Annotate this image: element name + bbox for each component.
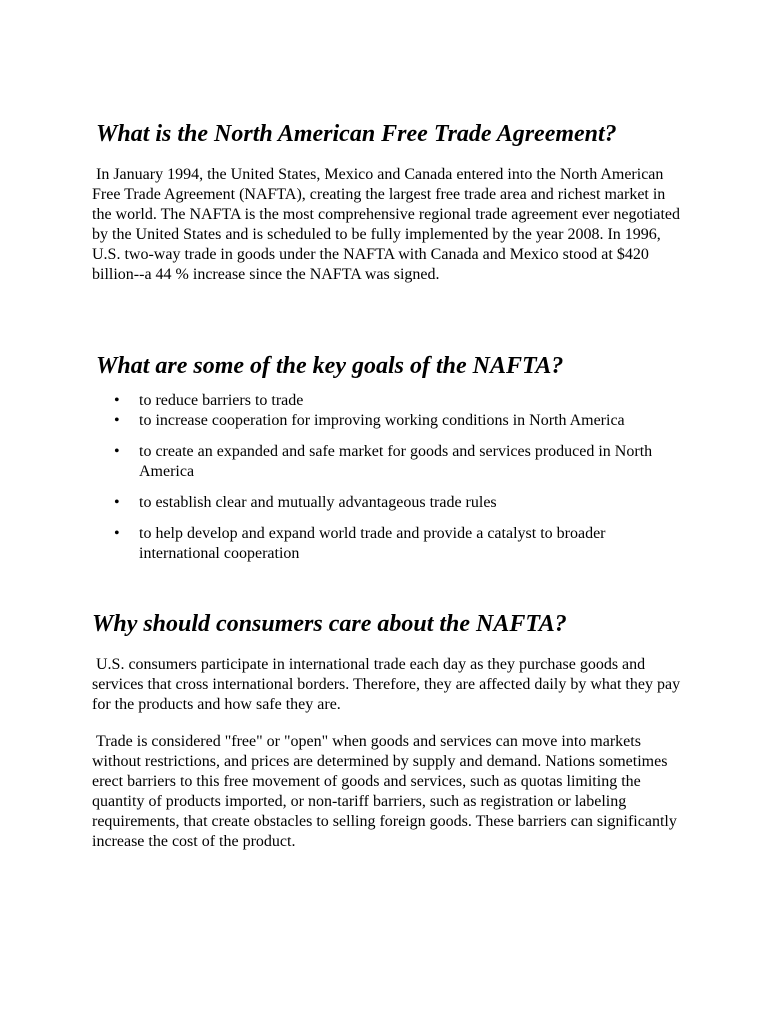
list-item: [92, 391, 684, 411]
bullet-icon: •: [114, 412, 120, 429]
consumers-paragraph: U.S. consumers participate in international trade each day as they purchase goods and services that cross international borders. Therefore, they are affected daily by what they pay for the products and how safe they are.: [92, 656, 681, 713]
goal-text: to establish clear and mutually advantageous trade rules: [139, 494, 497, 511]
goal-text: to reduce barriers to trade: [139, 392, 304, 409]
section-heading-what-is-nafta: What is the North American Free Trade Agreement?: [96, 121, 617, 147]
list-item: [92, 442, 684, 482]
bullet-icon: •: [114, 525, 120, 542]
document-page: [92, 121, 682, 852]
goal-text: to help develop and expand world trade and provide a catalyst to broader international cooperation: [139, 525, 606, 562]
section-heading-consumers: Why should consumers care about the NAFTA?: [92, 611, 567, 637]
bullet-icon: •: [114, 443, 120, 460]
list-item: [92, 524, 684, 564]
free-trade-paragraph: Trade is considered "free" or "open" when goods and services can move into markets without restrictions, and prices are determined by supply and demand. Nations sometimes erect barriers to this free movement of goods and services, such as quotas limiting the quantity of products imported, or non-tariff barriers, such as registration or labeling requirements, that create obstacles to selling foreign goods. These barriers can significantly increase the cost of the product.: [92, 733, 677, 850]
list-item: [92, 411, 684, 431]
goals-list: [92, 391, 682, 564]
section-heading-key-goals: What are some of the key goals of the NAFTA?: [96, 353, 564, 379]
goal-text: to create an expanded and safe market for goods and services produced in North America: [139, 443, 653, 480]
bullet-icon: •: [114, 392, 120, 409]
bullet-icon: •: [114, 494, 120, 511]
list-item: [92, 493, 684, 513]
intro-paragraph: In January 1994, the United States, Mexico and Canada entered into the North American Free Trade Agreement (NAFTA), creating the largest free trade area and richest market in the world. The NAFTA is the most comprehensive regional trade agreement ever negotiated by the United States and is scheduled to be fully implemented by the year 2008. In 1996, U.S. two-way trade in goods under the NAFTA with Canada and Mexico stood at $420 billion--a 44 % increase since the NAFTA was signed.: [92, 166, 681, 283]
goal-text: to increase cooperation for improving working conditions in North America: [139, 412, 625, 429]
